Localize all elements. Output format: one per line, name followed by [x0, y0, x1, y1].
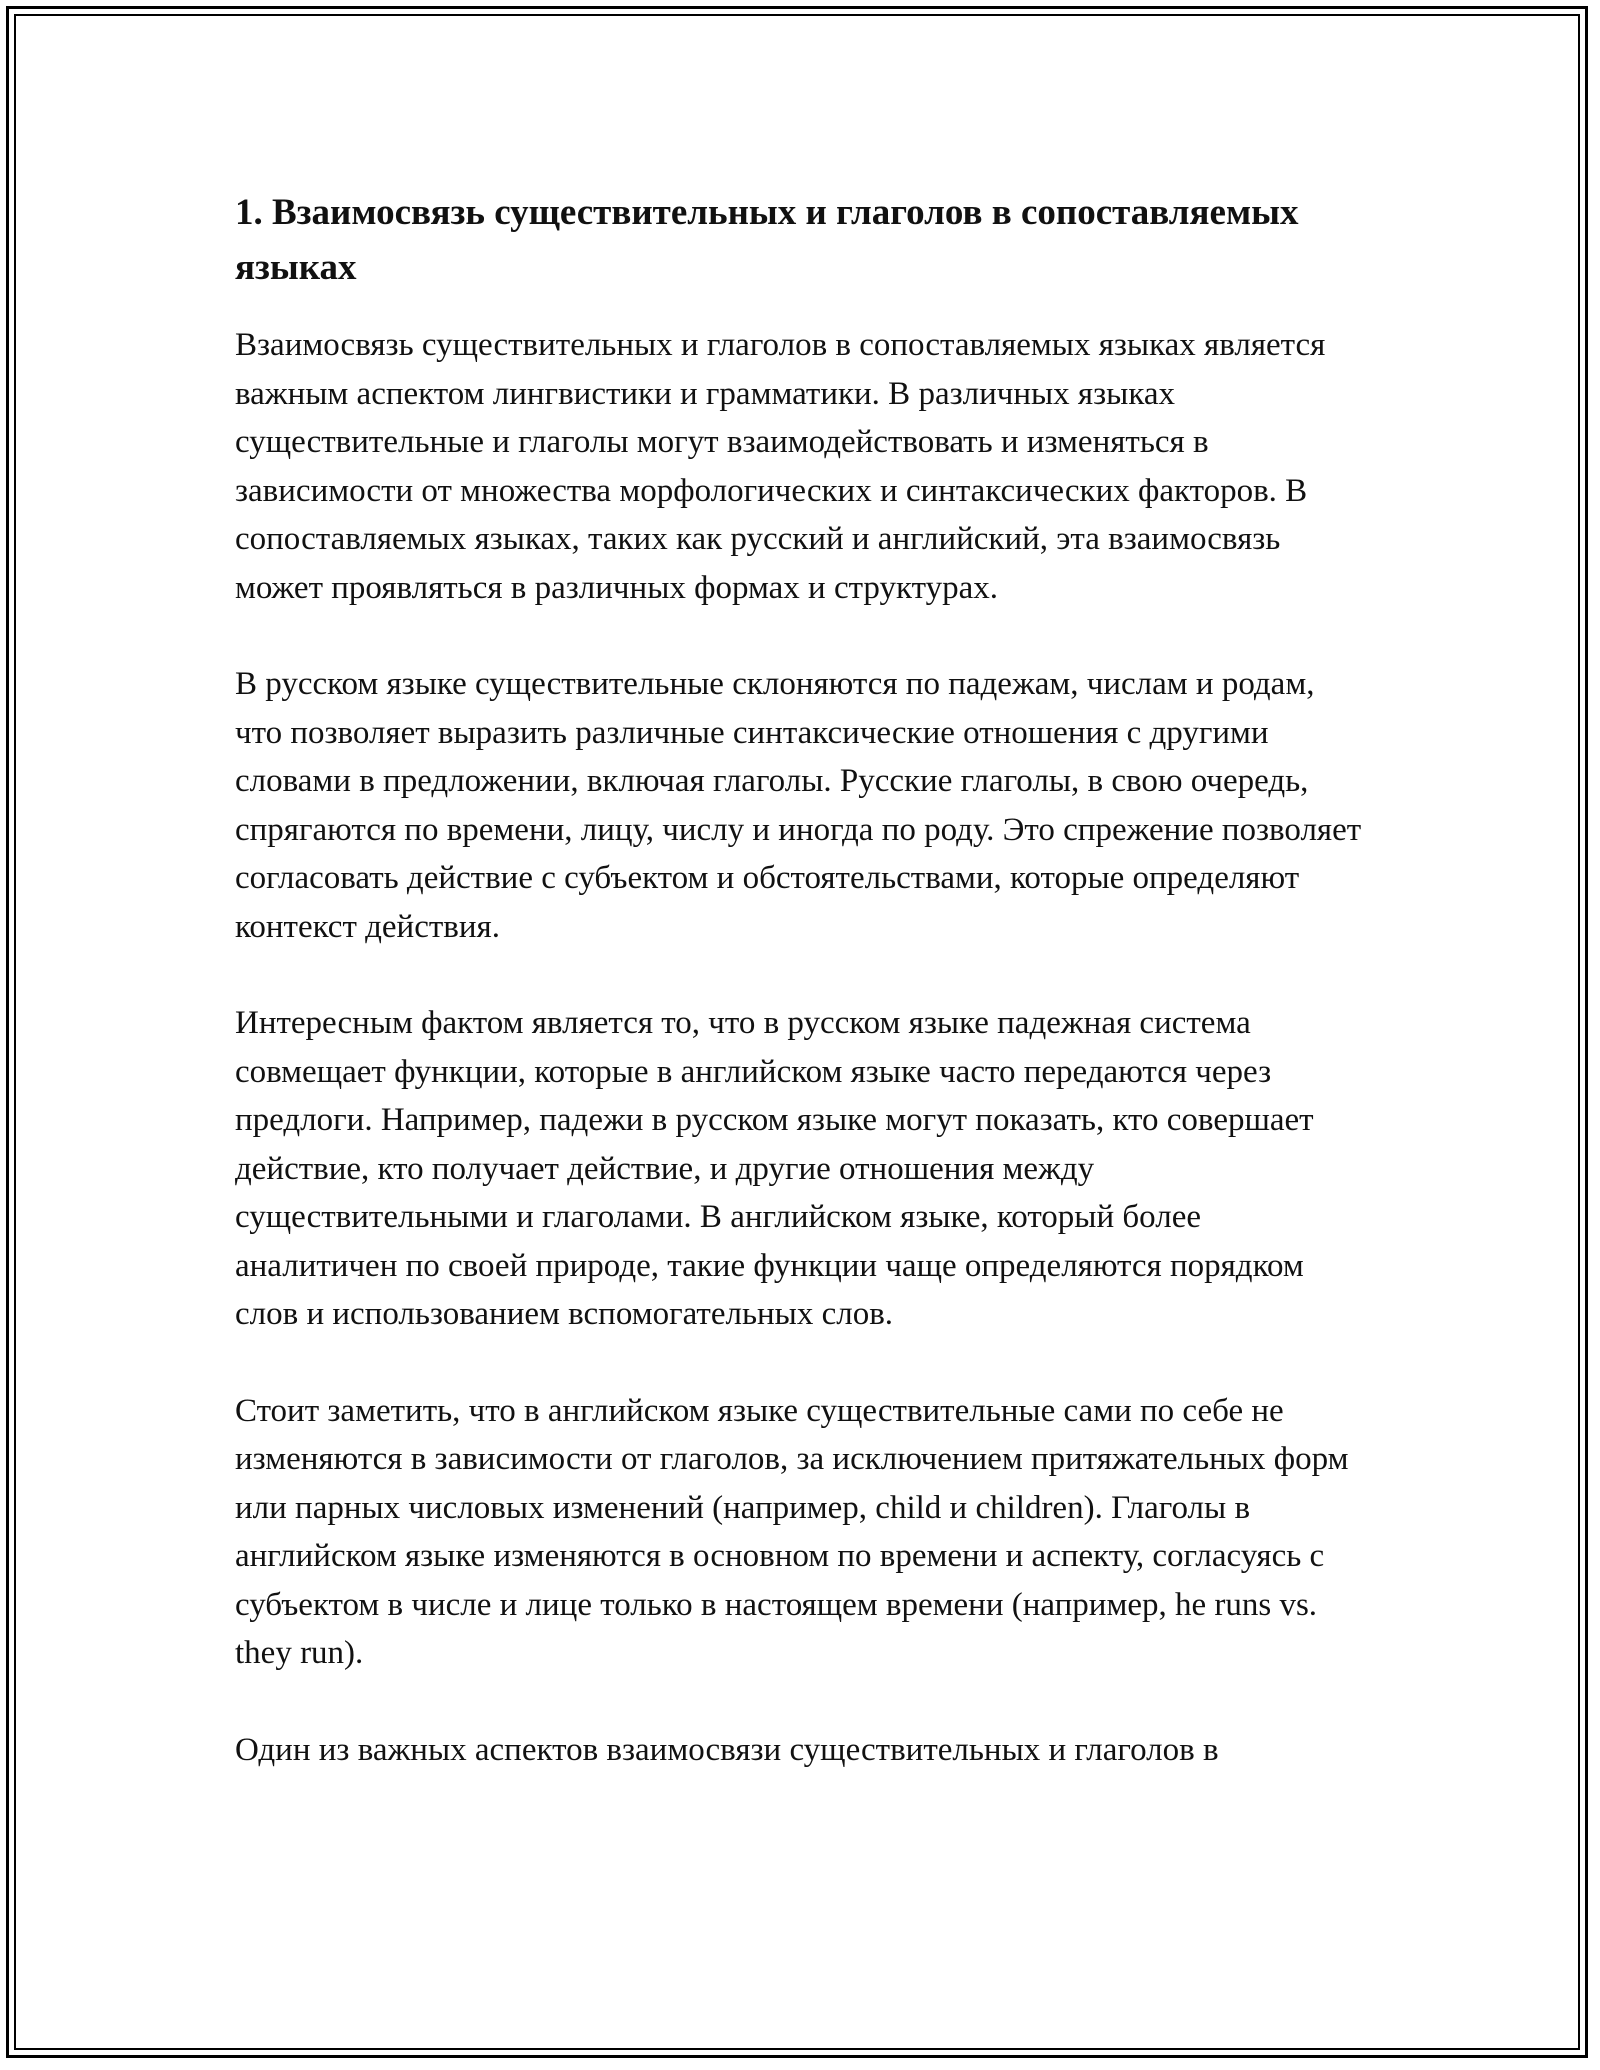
- document-body: [235, 185, 1365, 1822]
- paragraph-2: В русском языке существительные склоняются по падежам, числам и родам, что позволяет выразить различные синтаксические отношения с другими словами в предложении, включая глаголы. Русские глаголы, в свою очередь, спрягаются по времени, лицу, числу и иногда по роду. Это спрежение позволяет согласовать действие с субъектом и обстоятельствами, которые определяют контекст действия.: [235, 666, 1362, 945]
- paragraph-5: Один из важных аспектов взаимосвязи существительных и глаголов в: [235, 1731, 1219, 1768]
- paragraph-1: Взаимосвязь существительных и глаголов в сопоставляемых языках является важным аспектом лингвистики и грамматики. В различных языках существительные и глаголы могут взаимодействовать и изменяться в зависимости от множества морфологических и синтаксических факторов. В сопоставляемых языках, таких как русский и английский, эта взаимосвязь может проявляться в различных формах и структурах.: [235, 327, 1326, 606]
- section-heading: 1. Взаимосвязь существительных и глаголов в сопоставляемых языках: [235, 192, 1299, 288]
- paragraph-4: Стоит заметить, что в английском языке существительные сами по себе не изменяются в зависимости от глаголов, за исключением притяжательных форм или парных числовых изменений (например, child и children). Глаголы в английском языке изменяются в основном по времени и аспекту, согласуясь с субъектом в числе и лице только в настоящем времени (например, he runs vs. they run).: [235, 1392, 1349, 1671]
- paragraph-3: Интересным фактом является то, что в русском языке падежная система совмещает функции, которые в английском языке часто передаются через предлоги. Например, падежи в русском языке могут показать, кто совершает действие, кто получает действие, и другие отношения между существительными и глаголами. В английском языке, который более аналитичен по своей природе, такие функции чаще определяются порядком слов и использованием вспомогательных слов.: [235, 1005, 1314, 1332]
